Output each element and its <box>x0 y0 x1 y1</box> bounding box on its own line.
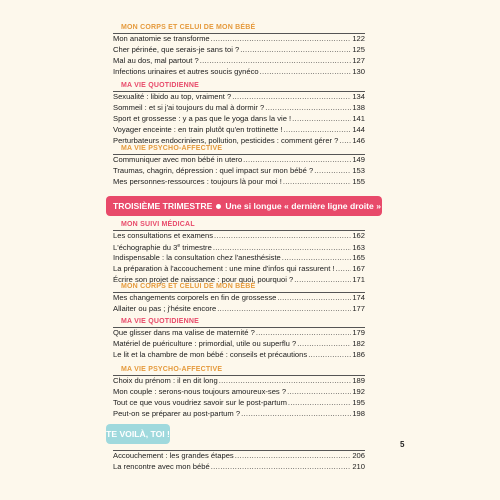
leader-dots <box>219 375 352 386</box>
toc-entry[interactable] <box>113 397 365 408</box>
toc-entry-page: 177 <box>352 304 365 313</box>
toc-entry-page: 174 <box>352 293 365 302</box>
toc-entry[interactable] <box>113 327 365 338</box>
leader-dots <box>217 303 351 314</box>
toc-entry-page: 144 <box>352 125 365 134</box>
toc-entry-title: Que glisser dans ma valise de maternité ? <box>113 328 255 337</box>
leader-dots <box>283 124 351 135</box>
toc-entry[interactable] <box>113 165 365 176</box>
toc-entry-title: Mes changements corporels en fin de grossesse <box>113 293 277 302</box>
toc-entry-page: 130 <box>352 67 365 76</box>
toc-entry-title: Accouchement : les grandes étapes <box>113 451 234 460</box>
toc-entry-page: 182 <box>352 339 365 348</box>
superscript: e <box>177 243 181 249</box>
toc-entry-page: 138 <box>352 103 365 112</box>
toc-entry-title: Cher périnée, que serais-je sans toi ? <box>113 45 240 54</box>
toc-entry-title: Le lit et la chambre de mon bébé : conseils et précautions <box>113 350 308 359</box>
toc-entry-title: Infections urinaires et autres soucis gynéco <box>113 67 259 76</box>
leader-dots <box>292 113 351 124</box>
toc-entry[interactable] <box>113 338 365 349</box>
toc-entry-page: 163 <box>352 243 365 252</box>
leader-dots <box>243 154 351 165</box>
leader-dots <box>256 327 352 338</box>
leader-dots <box>339 135 351 146</box>
trimester-banner[interactable] <box>106 196 382 216</box>
toc-entry-title: Matériel de puériculture : primordial, utile ou superflu ? <box>113 339 297 348</box>
section-heading-vie-quotidienne: MA VIE QUOTIDIENNE <box>121 318 200 325</box>
toc-entry[interactable] <box>113 303 365 314</box>
leader-dots <box>308 349 351 360</box>
toc-entry[interactable] <box>113 461 365 472</box>
toc-entry-title: La rencontre avec mon bébé <box>113 462 210 471</box>
banner-subtitle: Une si longue « dernière ligne droite » <box>225 201 381 211</box>
toc-entry-title: Allaiter ou pas ; j'hésite encore <box>113 304 217 313</box>
leader-dots <box>265 102 351 113</box>
leader-dots <box>288 397 351 408</box>
toc-entry[interactable] <box>113 102 365 113</box>
toc-entry-page: 198 <box>352 409 365 418</box>
toc-entry[interactable] <box>113 44 365 55</box>
toc-entry-title: Mon anatomie se transforme <box>113 34 210 43</box>
toc-entry-page: 179 <box>352 328 365 337</box>
toc-entry-page: 141 <box>352 114 365 123</box>
toc-entry-title: Communiquer avec mon bébé in utero <box>113 155 243 164</box>
toc-entry-title: Peut-on se préparer au post-partum ? <box>113 409 241 418</box>
toc-entry[interactable] <box>113 154 365 165</box>
toc-entry[interactable] <box>113 176 365 187</box>
toc-entry[interactable] <box>113 375 365 386</box>
toc-entry-title: La préparation à l'accouchement : une mine d'infos qui rassurent ! <box>113 264 335 273</box>
leader-dots <box>287 386 351 397</box>
toc-entry-page: 195 <box>352 398 365 407</box>
toc-entry[interactable] <box>113 113 365 124</box>
section-heading-suivi-medical: MON SUIVI MÉDICAL <box>121 221 195 228</box>
toc-entry[interactable] <box>113 55 365 66</box>
leader-dots <box>235 450 352 461</box>
toc-entry-title: Sport et grossesse : y a pas que le yoga dans la vie ! <box>113 114 292 123</box>
toc-entry[interactable] <box>113 33 365 44</box>
toc-entry-page: 125 <box>352 45 365 54</box>
toc-entry-page: 146 <box>352 136 365 145</box>
toc-entry[interactable] <box>113 292 365 303</box>
toc-entry-title: Écrire son projet de naissance : pour quoi, pourquoi ? <box>113 275 294 284</box>
toc-entry-page: 167 <box>352 264 365 273</box>
toc-entry-title: Indispensable : la consultation chez l'anesthésiste <box>113 253 281 262</box>
toc-entry-title: Choix du prénom : il en dit long <box>113 376 218 385</box>
toc-entry[interactable] <box>113 450 365 461</box>
leader-dots <box>211 461 352 472</box>
toc-entry[interactable] <box>113 66 365 77</box>
leader-dots <box>211 33 352 44</box>
toc-entry-title: Mes personnes-ressources : toujours là pour moi ! <box>113 177 282 186</box>
toc-entry-title: Mon couple : serons-nous toujours amoureux-ses ? <box>113 387 287 396</box>
toc-entry-page: 189 <box>352 376 365 385</box>
leader-dots <box>232 91 351 102</box>
toc-entry-page: 155 <box>352 177 365 186</box>
toc-entry[interactable] <box>113 124 365 135</box>
toc-entry[interactable] <box>113 230 365 241</box>
leader-dots <box>282 252 352 263</box>
final-banner[interactable] <box>106 424 170 444</box>
toc-entry-page: 122 <box>352 34 365 43</box>
toc-entry-page: 127 <box>352 56 365 65</box>
toc-entry[interactable] <box>113 91 365 102</box>
toc-entry-title: Voyager enceinte : en train plutôt qu'en trottinette ! <box>113 125 283 134</box>
toc-entry-page: 171 <box>352 275 365 284</box>
leader-dots <box>200 55 352 66</box>
page-number: 5 <box>400 440 405 449</box>
leader-dots <box>260 66 352 77</box>
toc-entry-title: Les consultations et examens <box>113 231 214 240</box>
leader-dots <box>241 408 351 419</box>
toc-entry-title: Sexualité : libido au top, vraiment ? <box>113 92 232 101</box>
toc-entry-page: 134 <box>352 92 365 101</box>
toc-entry-page: 186 <box>352 350 365 359</box>
section-heading-mon-corps: MON CORPS ET CELUI DE MON BÉBÉ <box>121 24 256 31</box>
toc-entry-title: Mal au dos, mal partout ? <box>113 56 199 65</box>
toc-entry-title: Sommeil : et si j'ai toujours du mal à dormir ? <box>113 103 265 112</box>
toc-entry-page: 210 <box>352 462 365 471</box>
leader-dots <box>214 230 351 241</box>
toc-entry-page: 192 <box>352 387 365 396</box>
toc-entry-page: 162 <box>352 231 365 240</box>
banner-title: TROISIÈME TRIMESTRE <box>113 201 213 211</box>
toc-entry[interactable] <box>113 408 365 419</box>
section-heading-vie-psycho-affective: MA VIE PSYCHO-AFFECTIVE <box>121 366 223 373</box>
toc-entry[interactable] <box>113 263 365 274</box>
section-heading-vie-quotidienne: MA VIE QUOTIDIENNE <box>121 82 200 89</box>
bullet-dot-icon <box>216 204 221 209</box>
toc-entry-title: Tout ce que vous voudriez savoir sur le post-partum <box>113 398 287 407</box>
section-heading-vie-psycho-affective: MA VIE PSYCHO-AFFECTIVE <box>121 145 223 152</box>
section-heading-mon-corps: MON CORPS ET CELUI DE MON BÉBÉ <box>121 283 256 290</box>
leader-dots <box>297 338 351 349</box>
toc-entry[interactable] <box>113 252 365 263</box>
toc-entry-title: Perturbateurs endocriniens, pollution, pesticides : comment gérer ? <box>113 136 339 145</box>
toc-entry-title: Traumas, chagrin, dépression : quel impact sur mon bébé ? <box>113 166 314 175</box>
leader-dots <box>277 292 351 303</box>
leader-dots <box>294 274 351 285</box>
toc-entry[interactable] <box>113 349 365 360</box>
leader-dots <box>240 44 351 55</box>
toc-entry[interactable] <box>113 241 365 252</box>
final-banner-label: TE VOILÀ, TOI ! <box>106 429 170 439</box>
toc-entry-page: 153 <box>352 166 365 175</box>
leader-dots <box>314 165 351 176</box>
toc-entry-page: 149 <box>352 155 365 164</box>
leader-dots <box>283 176 352 187</box>
toc-entry-title-rest: trimestre <box>180 243 212 252</box>
toc-entry-page: 165 <box>352 253 365 262</box>
toc-entry-title: L'échographie du 3 <box>113 243 178 252</box>
toc-entry-page: 206 <box>352 451 365 460</box>
leader-dots <box>336 263 352 274</box>
toc-entry[interactable] <box>113 386 365 397</box>
